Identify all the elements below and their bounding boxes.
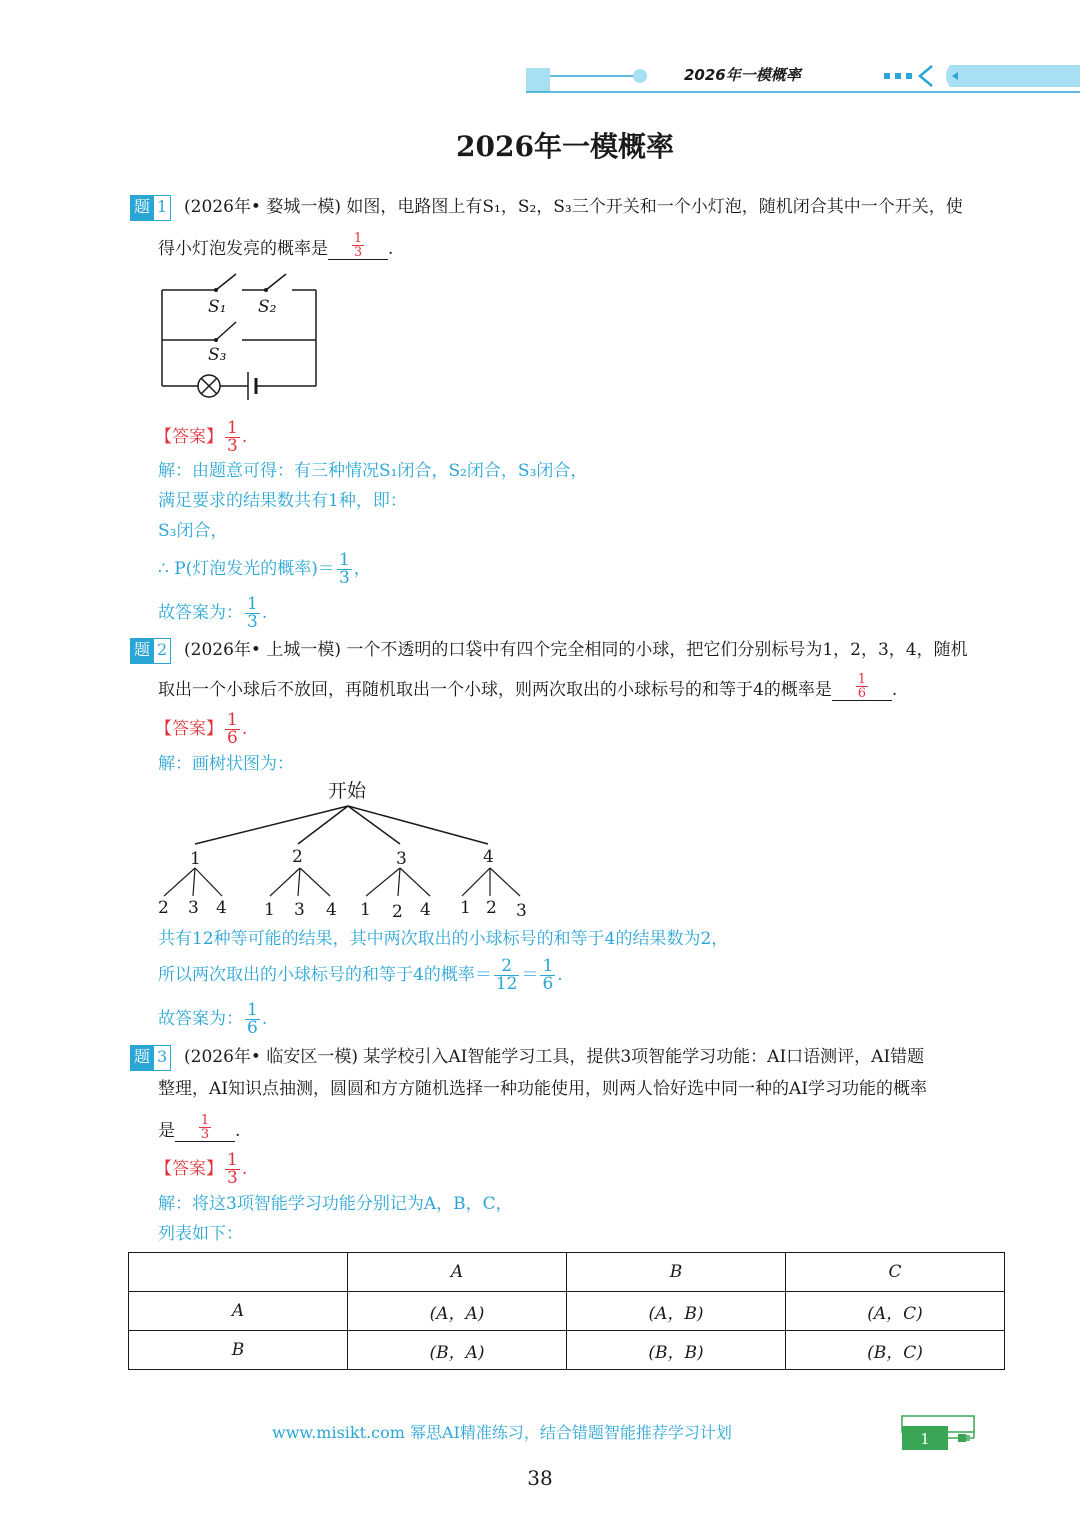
table-header-row — [129, 1253, 1005, 1292]
answer-label: 【答案】 — [155, 719, 223, 739]
table-row — [129, 1292, 1005, 1331]
header-title: 2026年一模概率 — [684, 66, 801, 84]
table-cell: (A，A) — [348, 1292, 567, 1331]
table-header-cell: A — [348, 1253, 567, 1292]
q3-answer-fraction: $\frac{1}{3}$ — [227, 1150, 238, 1188]
q3-line1: (2026年• 临安区一模) 某学校引入AI智能学习工具，提供3项智能学习功能：AI口语测评，AI错题 — [184, 1047, 925, 1067]
circuit-label-s2: S₂ — [258, 297, 277, 317]
q1-final-fraction: $\frac{1}{3}$ — [247, 594, 258, 632]
q1-solution-fraction: $\frac{1}{3}$ — [338, 550, 350, 588]
answer-label: 【答案】 — [155, 427, 223, 447]
q2-solution-fraction-2: $\frac{1}{6}$ — [542, 956, 554, 994]
q1-solution-line4: ∴ P(灯泡发光的概率)＝ $\frac{1}{3}$ ， — [158, 550, 371, 588]
q1-solution-line5: 故答案为： $\frac{1}{3}$ . — [158, 594, 268, 632]
q2-solution-line1: 解：画树状图为： — [158, 754, 294, 774]
table-row-header: A — [129, 1292, 348, 1331]
page-number: 38 — [527, 1466, 553, 1490]
tree-leaf: 4 — [216, 898, 227, 918]
q3-solution-line2: 列表如下： — [158, 1224, 243, 1244]
q2-solution-line2: 共有12种等可能的结果，其中两次取出的小球标号的和等于4的结果数为2， — [158, 929, 729, 949]
q3-line3: 是 — [158, 1121, 175, 1141]
q1-line2-wrap: 得小灯泡发亮的概率是 $\frac{1}{3}$ . — [158, 231, 394, 260]
q3-answer: 【答案】 $\frac{1}{3}$ . — [155, 1150, 248, 1188]
footer-badge: 1 — [920, 1430, 930, 1448]
q3-answer-blank — [175, 1114, 235, 1142]
tree-node-l1: 1 — [190, 849, 201, 869]
footer-text: www.misikt.com 幂思AI精准练习，结合错题智能推荐学习计划 — [272, 1423, 732, 1442]
table-header-cell: C — [786, 1253, 1005, 1292]
circuit-label-s3: S₃ — [208, 345, 227, 365]
table-cell: (A，B) — [567, 1292, 786, 1331]
tree-leaf: 2 — [158, 898, 169, 918]
question-badge-3 — [130, 1045, 171, 1071]
q2-line2: 取出一个小球后不放回，再随机取出一个小球，则两次取出的小球标号的和等于4的概率是 — [158, 680, 832, 700]
q1-solution-line2: 满足要求的结果数共有1种，即： — [158, 491, 407, 511]
outcome-table — [128, 1252, 1005, 1370]
question-badge-label: 题 — [131, 1046, 153, 1070]
tree-node-l1: 2 — [292, 847, 303, 867]
q2-answer-fraction: $\frac{1}{6}$ — [227, 710, 238, 748]
q2-answer-blank — [832, 673, 892, 701]
q1-blank-fraction: $\frac{1}{3}$ — [353, 231, 363, 260]
q3-line2: 整理，AI知识点抽测，圆圆和方方随机选择一种功能使用，则两人恰好选中同一种的AI学习功能的概率 — [158, 1079, 927, 1099]
tree-leaf: 4 — [420, 900, 431, 920]
tree-leaf: 2 — [392, 902, 403, 922]
table-row-header: B — [129, 1331, 348, 1370]
tree-node-l1: 3 — [396, 849, 407, 869]
table-cell: (A，C) — [786, 1292, 1005, 1331]
q2-line1: (2026年• 上城一模) 一个不透明的口袋中有四个完全相同的小球，把它们分别标号为1，2，3，4，随机 — [184, 640, 968, 660]
q1-solution-line1: 解：由题意可得：有三种情况S₁闭合，S₂闭合，S₃闭合， — [158, 461, 588, 481]
q2-blank-fraction: $\frac{1}{6}$ — [857, 672, 866, 701]
tree-leaf: 1 — [360, 900, 371, 920]
table-header-cell — [129, 1253, 348, 1292]
q3-solution-line1: 解：将这3项智能学习功能分别记为A，B，C， — [158, 1194, 513, 1214]
question-badge-2 — [130, 638, 171, 664]
header-bar — [0, 60, 1080, 100]
circuit-diagram — [150, 268, 330, 408]
answer-label: 【答案】 — [155, 1159, 223, 1179]
q2-answer: 【答案】 $\frac{1}{6}$ . — [155, 710, 248, 748]
page-title: 2026年一模概率 — [456, 130, 674, 163]
question-badge-label: 题 — [131, 196, 153, 220]
q3-line3-wrap: 是 $\frac{1}{3}$ . — [158, 1113, 241, 1142]
table-row — [129, 1331, 1005, 1370]
q2-solution-line3: 所以两次取出的小球标号的和等于4的概率＝ $\frac{2}{12}$ ＝ $\frac{1}{6}$ . — [158, 956, 563, 994]
tree-leaf: 3 — [294, 900, 305, 920]
question-badge-1 — [130, 195, 171, 221]
q2-line2-wrap: 取出一个小球后不放回，再随机取出一个小球，则两次取出的小球标号的和等于4的概率是 $\frac{1}{6}$ . — [158, 672, 898, 701]
tree-leaf: 4 — [326, 900, 337, 920]
tree-node-l1: 4 — [483, 847, 494, 867]
tree-root: 开始 — [328, 780, 367, 802]
header-decoration — [0, 60, 1080, 100]
table-header-cell: B — [567, 1253, 786, 1292]
question-badge-number: 1 — [153, 196, 170, 220]
question-badge-number: 2 — [153, 639, 170, 663]
q1-solution-line3: S₃闭合， — [158, 521, 228, 541]
tree-leaf: 1 — [264, 900, 275, 920]
circuit-label-s1: S₁ — [208, 297, 227, 317]
q1-answer-fraction: $\frac{1}{3}$ — [227, 418, 238, 456]
q1-line1: (2026年• 婺城一模) 如图，电路图上有S₁，S₂，S₃三个开关和一个小灯泡，随机闭合其中一个开关，使 — [184, 197, 963, 217]
table-cell: (B，A) — [348, 1331, 567, 1370]
q1-line2: 得小灯泡发亮的概率是 — [158, 239, 328, 259]
tree-leaf: 1 — [460, 898, 471, 918]
tree-leaf: 3 — [516, 901, 527, 921]
tree-leaf: 2 — [486, 898, 497, 918]
q2-solution-fraction-1: $\frac{2}{12}$ — [495, 956, 518, 994]
q2-final-fraction: $\frac{1}{6}$ — [247, 1000, 258, 1038]
table-cell: (B，B) — [567, 1331, 786, 1370]
q3-blank-fraction: $\frac{1}{3}$ — [200, 1113, 210, 1142]
table-cell: (B，C) — [786, 1331, 1005, 1370]
question-badge-label: 题 — [131, 639, 153, 663]
q1-answer-blank — [328, 232, 388, 260]
q2-solution-line4: 故答案为： $\frac{1}{6}$ . — [158, 1000, 268, 1038]
tree-leaf: 3 — [188, 898, 199, 918]
question-badge-number: 3 — [153, 1046, 170, 1070]
q1-answer: 【答案】 $\frac{1}{3}$ . — [155, 418, 248, 456]
